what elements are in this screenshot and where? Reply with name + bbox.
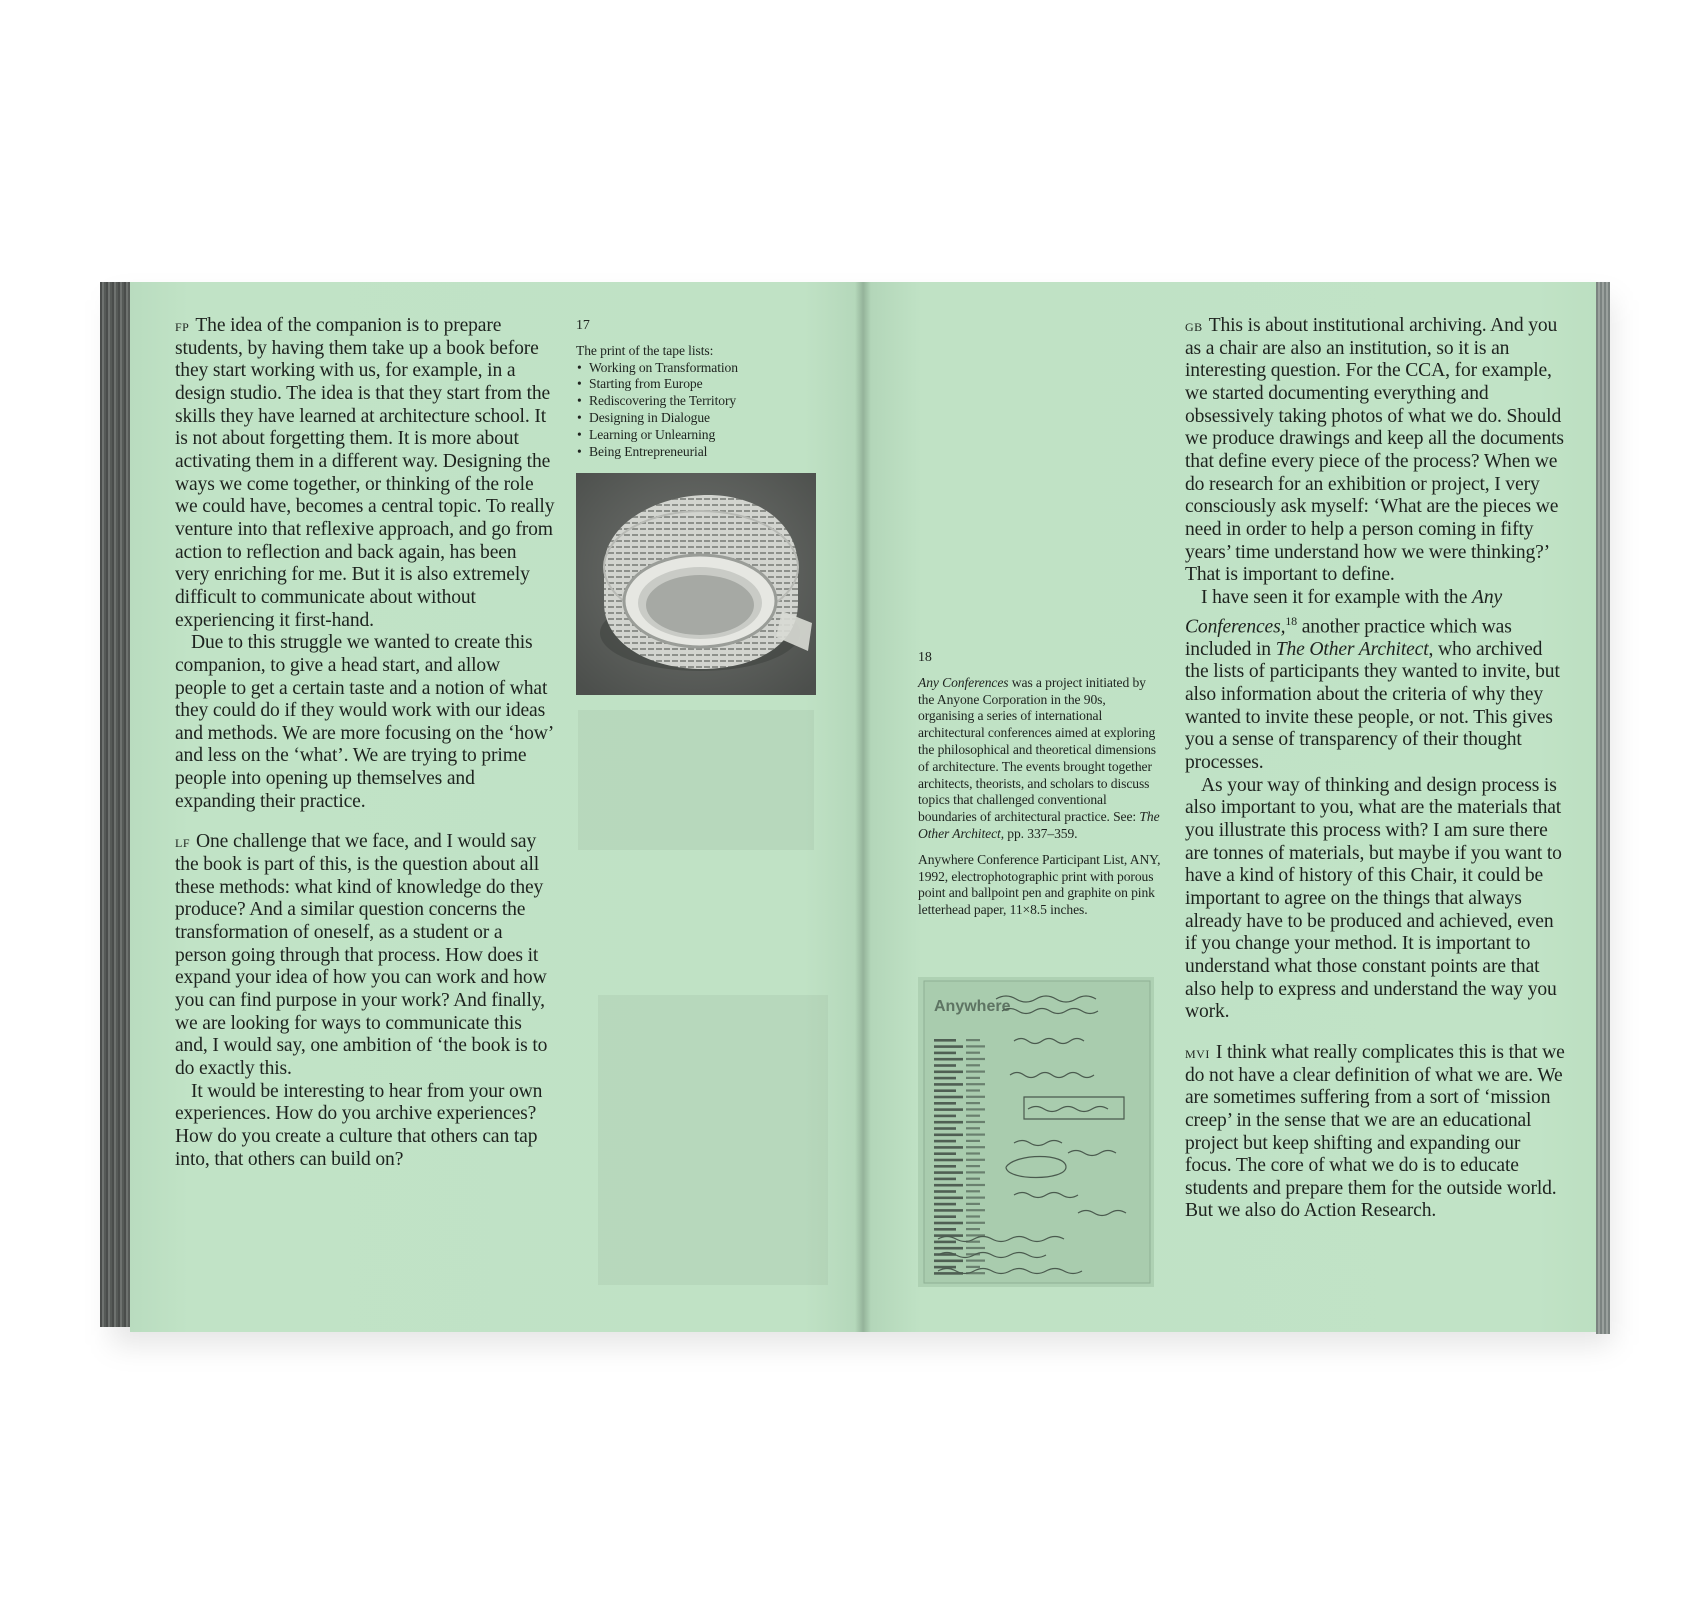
list-row-mark	[934, 1241, 956, 1244]
list-row-mark	[966, 1190, 980, 1192]
list-row-mark	[934, 1184, 963, 1187]
tape-list	[576, 360, 806, 461]
paragraph: It would be interesting to hear from your own experiences. How do you archive experiences? How do you create a culture that others can tap into, that others can build on?	[175, 1080, 543, 1170]
list-row-mark	[934, 1140, 956, 1143]
participant-list-scan	[918, 977, 1154, 1287]
text-run: another practice which was included in	[1185, 616, 1512, 660]
footnote-title: Any Conferences	[918, 674, 1009, 690]
list-row-mark	[934, 1178, 956, 1181]
list-row-mark	[934, 1058, 963, 1061]
left-text-column	[175, 315, 555, 1171]
paragraph-fp	[175, 315, 555, 632]
list-row-mark	[934, 1077, 956, 1080]
list-row-mark	[966, 1089, 980, 1091]
speaker-initials: gb	[1185, 316, 1203, 335]
list-row-mark	[934, 1071, 963, 1074]
list-item: • Designing in Dialogue	[576, 410, 806, 427]
page-edges-left	[100, 282, 134, 1327]
list-row-mark	[966, 1039, 980, 1041]
list-row-mark	[966, 1064, 980, 1066]
tape-roll-illustration	[576, 473, 816, 695]
paragraph: Due to this struggle we wanted to create this companion, to give a head start, and allow people to get a certain taste and a notion of what they could do if they would work with our ideas and methods. We are more focusing on the ‘how’ and less on the ‘what’. We are trying to prime people into opening up themselves and expanding their practice.	[175, 632, 553, 812]
list-row-mark	[934, 1096, 963, 1099]
footnote-17	[576, 318, 806, 460]
text-run: I have seen it for example with the	[1201, 586, 1468, 608]
list-row-mark	[966, 1260, 985, 1262]
list-row-mark	[934, 1121, 963, 1124]
footnote-ref: 18	[1285, 613, 1298, 628]
list-row-mark	[934, 1134, 963, 1137]
list-row-mark	[934, 1165, 956, 1168]
list-row-mark	[934, 1102, 956, 1105]
list-row-mark	[966, 1140, 980, 1142]
paragraph-text: The idea of the companion is to prepare students, by having them take up a book before they start working with us, for example, in a design studio. The idea is that they start from the skills they have learned at architecture school. It is not about forgetting them. It is more about activating them in a different way. Designing the ways we come together, or thinking of the role we could have, becomes a central topic. To really venture into that reflexive approach, and go from action to reflection and back again, has been very enriching for me. But it is also extremely difficult to communicate about without experiencing it first-hand.	[175, 315, 555, 631]
page-edges-right	[1596, 282, 1610, 1334]
speaker-initials: mvi	[1185, 1042, 1210, 1062]
list-row-mark	[966, 1152, 980, 1154]
list-row-mark	[934, 1146, 963, 1149]
list-item: • Learning or Unlearning	[576, 427, 806, 444]
list-item: • Working on Transformation	[576, 360, 806, 377]
list-item: • Being Entrepreneurial	[576, 444, 806, 461]
list-row-mark	[966, 1071, 985, 1073]
footnote-ref-title: The Other Architect	[918, 809, 1160, 841]
list-row-mark	[934, 1215, 956, 1218]
list-row-mark	[966, 1197, 985, 1199]
speaker-initials: lf	[175, 832, 191, 852]
list-row-mark	[934, 1266, 956, 1269]
list-row-mark	[934, 1203, 956, 1206]
list-row-mark	[966, 1215, 980, 1217]
footnote-body: was a project initiated by the Anyone Corporation in the 90s, organising a series of international architectural conferences aimed at exploring the philosophical and theoretical dimensions of architecture. The events brought together architects, theorists, and scholars to discuss topics that challenged conventional boundaries of architectural practice. See:	[918, 674, 1156, 825]
list-row-mark	[934, 1159, 963, 1162]
list-row-mark	[966, 1127, 980, 1129]
text-run: , who archived the lists of participants they wanted to invite, but also information about the criteria of why they wanted to invite these people, or not. This gives you a sense of transparency of their thought processes.	[1185, 638, 1560, 773]
list-row-mark	[966, 1077, 980, 1079]
list-row-mark	[934, 1108, 963, 1111]
bleed-through-shade	[598, 995, 828, 1285]
figure-header-text: Anywhere	[934, 998, 1011, 1015]
footnote-intro: The print of the tape lists:	[576, 342, 714, 358]
list-row-mark	[966, 1096, 985, 1098]
book-gutter	[855, 282, 871, 1332]
list-row-mark	[966, 1146, 985, 1148]
list-row-mark	[966, 1159, 985, 1161]
list-row-mark	[966, 1184, 985, 1186]
italic-title: The Other Architect	[1275, 638, 1429, 660]
list-row-mark	[966, 1266, 980, 1268]
list-row-mark	[934, 1045, 963, 1048]
list-row-mark	[934, 1083, 963, 1086]
bleed-through-shade	[578, 710, 814, 850]
list-row-mark	[966, 1115, 980, 1117]
paragraph-text: One challenge that we face, and I would say the book is part of this, is the question about all these methods: what kind of knowledge do they produce? And a similar question concerns the transformation of oneself, as a student or a person going through that process. How does it expand your idea of how you can work and how you can find purpose in your work? And finally, we are looking for ways to communicate this and, I would say, one ambition of ‘the book is to do exactly this.	[175, 831, 548, 1079]
list-row-mark	[934, 1197, 963, 1200]
list-row-mark	[966, 1165, 980, 1167]
list-row-mark	[966, 1222, 985, 1224]
list-row-mark	[934, 1247, 963, 1250]
list-row-mark	[934, 1222, 963, 1225]
list-row-mark	[934, 1190, 956, 1193]
list-row-mark	[934, 1209, 963, 1212]
paragraph-text: This is about institutional archiving. And you as a chair are also an institution, so it is an interesting question. For the CCA, for example, we started documenting everything and obsessively taking photos of what we do. Should we produce drawings and keep all the documents that define every piece of the process? When we do research for an exhibition or project, I very consciously ask myself: ‘What are the pieces we need in order to help a person coming in fifty years’ time understand how we were thinking?’ That is important to define.	[1185, 315, 1564, 586]
paragraph-text: I think what really complicates this is that we do not have a clear definition of what we are. We are sometimes suffering from a sort of ‘mission creep’ in the sense that we are an educational project but keep shifting and expanding our focus. The core of what we do is to educate students and prepare them for the outside world. But we also do Action Research.	[1185, 1041, 1565, 1222]
list-row-mark	[966, 1178, 980, 1180]
list-row-mark	[966, 1083, 985, 1085]
list-row-mark	[934, 1115, 956, 1118]
list-row-mark	[966, 1171, 985, 1173]
figure-caption: Anywhere Conference Participant List, ANY, 1992, electrophotographic print with porous point and ballpoint pen and graphite on pink letterhead paper, 11×8.5 inches.	[918, 851, 1161, 918]
footnote-number: 17	[576, 318, 590, 333]
list-row-mark	[934, 1152, 956, 1155]
paragraph	[1185, 587, 1565, 775]
list-row-mark	[966, 1209, 985, 1211]
list-row-mark	[966, 1052, 980, 1054]
list-row-mark	[934, 1228, 956, 1231]
list-row-mark	[934, 1089, 956, 1092]
list-item: • Starting from Europe	[576, 376, 806, 393]
footnote-18	[918, 650, 1163, 919]
list-row-mark	[966, 1121, 985, 1123]
list-row-mark	[934, 1127, 956, 1130]
footnote-ref-pages: , pp. 337–359.	[1000, 825, 1078, 841]
list-row-mark	[966, 1045, 985, 1047]
paragraph-mvi	[1185, 1042, 1565, 1223]
list-row-mark	[934, 1260, 963, 1263]
tape-roll-photo	[576, 473, 816, 695]
list-row-mark	[934, 1171, 963, 1174]
list-row-mark	[966, 1203, 980, 1205]
footnote-number: 18	[918, 650, 932, 665]
list-row-mark	[966, 1058, 985, 1060]
list-row-mark	[934, 1039, 956, 1042]
list-row-mark	[934, 1064, 956, 1067]
list-item: • Rediscovering the Territory	[576, 393, 806, 410]
right-text-column	[1185, 315, 1565, 1223]
list-row-mark	[966, 1134, 985, 1136]
italic-title: Any Conferences,	[1185, 586, 1503, 638]
participant-list-image	[918, 977, 1154, 1287]
footnote-text	[918, 675, 1163, 843]
paragraph: As your way of thinking and design process is also important to you, what are the materials that you illustrate this process with? I am sure there are tonnes of materials, but maybe if you want to have a kind of history of this Chair, it could be important to agree on the things that always already have to be produced and achieved, even if you change your method. It is important to understand what those constant points are that also help to express and understand the way you work.	[1185, 774, 1562, 1023]
paragraph-gb	[1185, 315, 1565, 587]
list-row-mark	[966, 1247, 985, 1249]
list-row-mark	[966, 1108, 985, 1110]
list-row-mark	[934, 1052, 956, 1055]
list-row-mark	[966, 1102, 980, 1104]
paragraph-lf	[175, 831, 555, 1080]
list-row-mark	[966, 1228, 980, 1230]
speaker-initials: fp	[175, 316, 190, 335]
